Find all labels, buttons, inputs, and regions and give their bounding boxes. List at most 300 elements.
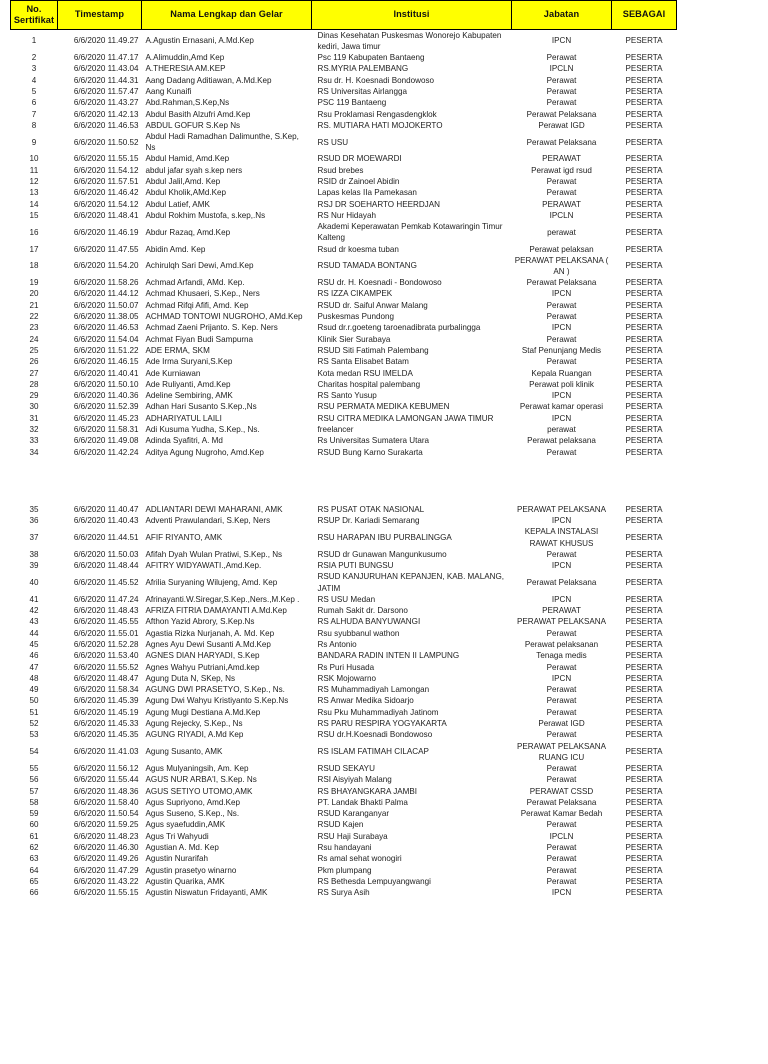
cell-time: 6/6/2020 11.38.05 bbox=[73, 312, 139, 322]
cell-seb: PESERTA bbox=[625, 120, 663, 130]
table-row bbox=[11, 729, 677, 740]
cell-nama: Abdul Basith Alzufri Amd.Kep bbox=[145, 109, 251, 119]
cell-nama: Achmad Zaeni Prijanto. S. Kep. Ners bbox=[145, 323, 278, 333]
cell-inst: RSUD dr Gunawan Mangunkusumo bbox=[317, 549, 447, 559]
cell-seb: PESERTA bbox=[625, 177, 663, 187]
cell-seb: PESERTA bbox=[625, 662, 663, 672]
cell-no: 2 bbox=[31, 53, 37, 63]
table-row bbox=[11, 876, 677, 887]
cell-time: 6/6/2020 11.50.07 bbox=[73, 300, 139, 310]
cell-jab: Perawat pelaksan bbox=[529, 244, 594, 254]
cell-seb: PESERTA bbox=[625, 730, 663, 740]
cell-time: 6/6/2020 11.49.08 bbox=[73, 436, 139, 446]
table-row bbox=[11, 345, 677, 356]
cell-jab: Perawat Pelaksana bbox=[526, 137, 597, 147]
cell-no: 23 bbox=[29, 323, 39, 333]
cell-inst: RS BHAYANGKARA JAMBI bbox=[317, 786, 418, 796]
cell-jab: Perawat bbox=[546, 53, 577, 63]
cell-seb: PESERTA bbox=[625, 719, 663, 729]
cell-jab: Perawat bbox=[546, 696, 577, 706]
cell-jab: Tenaga medis bbox=[536, 651, 587, 661]
cell-no: 44 bbox=[29, 628, 39, 638]
cell-nama: Adhan Hari Susanto S.Kep.,Ns bbox=[145, 402, 257, 412]
cell-no: 1 bbox=[31, 36, 37, 46]
table-row bbox=[11, 322, 677, 333]
cell-inst: RSUD Kajen bbox=[317, 820, 364, 830]
cell-no: 37 bbox=[29, 533, 39, 543]
cell-time: 6/6/2020 11.41.03 bbox=[73, 747, 139, 757]
table-row bbox=[11, 109, 677, 120]
cell-seb: PESERTA bbox=[625, 865, 663, 875]
cell-nama: Agnes Wahyu Putriani,Amd.kep bbox=[145, 662, 260, 672]
cell-nama: AGUS NUR ARBA'I, S.Kep. Ns bbox=[145, 775, 257, 785]
cell-seb: PESERTA bbox=[625, 357, 663, 367]
blank-gap-cell bbox=[11, 458, 677, 504]
cell-time: 6/6/2020 11.46.42 bbox=[73, 188, 139, 198]
cell-inst: Rsu Pku Muhammadiyah Jatinom bbox=[317, 707, 439, 717]
cell-no: 59 bbox=[29, 809, 39, 819]
cell-no: 33 bbox=[29, 436, 39, 446]
cell-time: 6/6/2020 11.43.04 bbox=[73, 64, 139, 74]
table-row bbox=[11, 311, 677, 322]
cell-jab: Perawat poli klinik bbox=[529, 379, 594, 389]
table-row bbox=[11, 808, 677, 819]
cell-inst: Rs Antonio bbox=[317, 639, 357, 649]
table-row bbox=[11, 368, 677, 379]
cell-time: 6/6/2020 11.49.26 bbox=[73, 854, 139, 864]
cell-jab: PERAWAT PELAKSANA bbox=[516, 504, 607, 514]
cell-nama: Agung Susanto, AMK bbox=[145, 747, 223, 757]
cell-jab: PERAWAT bbox=[542, 199, 581, 209]
cell-nama: AGUS SETIYO UTOMO,AMK bbox=[145, 786, 253, 796]
column-header-no-line1: No. bbox=[26, 4, 42, 14]
cell-nama: Agustin Quarika, AMK bbox=[145, 876, 225, 886]
cell-no: 3 bbox=[31, 64, 37, 74]
cell-jab: Perawat IGD bbox=[538, 120, 585, 130]
cell-no: 49 bbox=[29, 685, 39, 695]
cell-no: 53 bbox=[29, 730, 39, 740]
table-row bbox=[11, 75, 677, 86]
cell-no: 5 bbox=[31, 86, 37, 96]
cell-time: 6/6/2020 11.54.12 bbox=[73, 199, 139, 209]
cell-time: 6/6/2020 11.44.31 bbox=[73, 75, 139, 85]
cell-seb: PESERTA bbox=[625, 425, 663, 435]
cell-inst: RSU PERMATA MEDIKA KEBUMEN bbox=[317, 402, 450, 412]
cell-jab: IPCLN bbox=[549, 64, 574, 74]
cell-time: 6/6/2020 11.50.52 bbox=[73, 137, 139, 147]
table-row bbox=[11, 661, 677, 672]
cell-no: 62 bbox=[29, 843, 39, 852]
cell-no: 48 bbox=[29, 673, 39, 683]
table-row bbox=[11, 515, 677, 526]
table-row bbox=[11, 594, 677, 605]
cell-seb: PESERTA bbox=[625, 628, 663, 638]
cell-inst: RS ISLAM FATIMAH CILACAP bbox=[317, 747, 429, 757]
cell-no: 52 bbox=[29, 719, 39, 729]
cell-no: 9 bbox=[31, 137, 37, 147]
table-row bbox=[11, 199, 677, 210]
cell-seb: PESERTA bbox=[625, 888, 663, 898]
cell-jab: IPCLN bbox=[549, 831, 574, 841]
cell-inst: Kota medan RSU IMELDA bbox=[317, 368, 413, 378]
cell-time: 6/6/2020 11.40.41 bbox=[73, 368, 139, 378]
cell-no: 30 bbox=[29, 402, 39, 412]
cell-nama: Abdul Kholik,AMd.Kep bbox=[145, 188, 227, 198]
cell-seb: PESERTA bbox=[625, 278, 663, 288]
cell-no: 36 bbox=[29, 516, 39, 526]
table-row bbox=[11, 356, 677, 367]
cell-inst: RSK Mojowarno bbox=[317, 673, 376, 683]
cell-time: 6/6/2020 11.45.23 bbox=[73, 413, 139, 423]
cell-seb: PESERTA bbox=[625, 696, 663, 706]
cell-seb: PESERTA bbox=[625, 289, 663, 299]
cell-nama: AFIF RIYANTO, AMK bbox=[145, 533, 223, 543]
table-header-row bbox=[11, 1, 677, 30]
table-row bbox=[11, 29, 677, 52]
cell-inst: Rsu syubbanul wathon bbox=[317, 628, 400, 638]
cell-jab: Perawat bbox=[546, 86, 577, 96]
cell-seb: PESERTA bbox=[625, 413, 663, 423]
table-row bbox=[11, 187, 677, 198]
cell-nama: A.Alimuddin,Amd Kep bbox=[145, 53, 225, 63]
table-row bbox=[11, 707, 677, 718]
cell-time: 6/6/2020 11.45.33 bbox=[73, 719, 139, 729]
cell-no: 25 bbox=[29, 345, 39, 355]
cell-time: 6/6/2020 11.48.47 bbox=[73, 673, 139, 683]
cell-no: 19 bbox=[29, 278, 39, 288]
cell-no: 50 bbox=[29, 696, 39, 706]
table-row bbox=[11, 165, 677, 176]
cell-nama: A.THERESIA AM.KEP bbox=[145, 64, 226, 74]
cell-time: 6/6/2020 11.47.55 bbox=[73, 244, 139, 254]
cell-inst: RS Surya Asih bbox=[317, 888, 370, 898]
cell-inst: RSU dr.H.Koesnadi Bondowoso bbox=[317, 730, 433, 740]
cell-jab: IPCN bbox=[551, 323, 572, 333]
cell-nama: Achirulqh Sari Dewi, Amd.Kep bbox=[145, 261, 254, 271]
cell-time: 6/6/2020 11.54.04 bbox=[73, 334, 139, 344]
table-row bbox=[11, 842, 677, 853]
cell-jab: Perawat bbox=[546, 188, 577, 198]
cell-time: 6/6/2020 11.48.43 bbox=[73, 606, 139, 616]
cell-jab: Staf Penunjang Medis bbox=[521, 345, 602, 355]
cell-nama: Ade Ruliyanti, Amd.Kep bbox=[145, 379, 231, 389]
cell-nama: Aditya Agung Nugroho, Amd.Kep bbox=[145, 447, 264, 457]
cell-jab: IPCN bbox=[551, 413, 572, 423]
cell-seb: PESERTA bbox=[625, 261, 663, 271]
cell-time: 6/6/2020 11.44.51 bbox=[73, 533, 139, 543]
cell-no: 29 bbox=[29, 391, 39, 401]
table-row bbox=[11, 718, 677, 729]
cell-jab: Perawat bbox=[546, 357, 577, 367]
cell-seb: PESERTA bbox=[625, 549, 663, 559]
cell-time: 6/6/2020 11.45.35 bbox=[73, 730, 139, 740]
cell-no: 17 bbox=[29, 244, 39, 254]
cell-nama: Adeline Sembiring, AMK bbox=[145, 391, 233, 401]
table-row bbox=[11, 447, 677, 458]
cell-time: 6/6/2020 11.58.40 bbox=[73, 797, 139, 807]
cell-time: 6/6/2020 11.45.39 bbox=[73, 696, 139, 706]
cell-nama: AGUNG RIYADI, A.Md Kep bbox=[145, 730, 244, 740]
table-row bbox=[11, 334, 677, 345]
cell-seb: PESERTA bbox=[625, 86, 663, 96]
cell-seb: PESERTA bbox=[625, 165, 663, 175]
table-row bbox=[11, 277, 677, 288]
cell-time: 6/6/2020 11.54.20 bbox=[73, 261, 139, 271]
cell-nama: Agung Duta N, SKep, Ns bbox=[145, 673, 236, 683]
cell-jab: Perawat bbox=[546, 775, 577, 785]
cell-seb: PESERTA bbox=[625, 606, 663, 616]
cell-no: 45 bbox=[29, 639, 39, 649]
cell-jab: IPCN bbox=[551, 391, 572, 401]
cell-jab: perawat bbox=[547, 227, 576, 237]
cell-nama: Agung Mugi Destiana A.Md.Kep bbox=[145, 707, 261, 717]
table-row bbox=[11, 650, 677, 661]
table-row bbox=[11, 86, 677, 97]
cell-nama: Agastia Rizka Nurjanah, A. Md. Kep bbox=[145, 628, 275, 638]
cell-seb: PESERTA bbox=[625, 391, 663, 401]
cell-inst: RS ALHUDA BANYUWANGI bbox=[317, 617, 421, 627]
cell-inst: RS USU Medan bbox=[317, 594, 376, 604]
cell-time: 6/6/2020 11.48.41 bbox=[73, 210, 139, 220]
cell-inst: RS Anwar Medika Sidoarjo bbox=[317, 696, 414, 706]
cell-seb: PESERTA bbox=[625, 188, 663, 198]
cell-nama: Agus Mulyaningsih, Am. Kep bbox=[145, 763, 249, 773]
cell-nama: Afthon Yazid Abrory, S.Kep.Ns bbox=[145, 617, 255, 627]
cell-jab: Perawat bbox=[546, 628, 577, 638]
cell-seb: PESERTA bbox=[625, 244, 663, 254]
cell-nama: Achmat Fiyan Budi Sampurna bbox=[145, 334, 254, 344]
cell-nama: Achmad Arfandi, AMd. Kep. bbox=[145, 278, 245, 288]
cell-no: 24 bbox=[29, 334, 39, 344]
cell-time: 6/6/2020 11.45.19 bbox=[73, 707, 139, 717]
cell-jab: IPCN bbox=[551, 888, 572, 898]
table-row bbox=[11, 785, 677, 796]
cell-inst: Rsu handayani bbox=[317, 843, 372, 852]
cell-no: 7 bbox=[31, 109, 37, 119]
cell-nama: Agus Suseno, S.Kep., Ns. bbox=[145, 809, 240, 819]
cell-no: 65 bbox=[29, 876, 39, 886]
cell-nama: ACHMAD TONTOWI NUGROHO, AMd.Kep bbox=[145, 312, 303, 322]
cell-nama: Adinda Syafitri, A. Md bbox=[145, 436, 223, 446]
table-row bbox=[11, 831, 677, 842]
cell-inst: RSUD dr. Saiful Anwar Malang bbox=[317, 300, 428, 310]
cell-seb: PESERTA bbox=[625, 820, 663, 830]
cell-time: 6/6/2020 11.50.54 bbox=[73, 809, 139, 819]
cell-jab: Perawat bbox=[546, 549, 577, 559]
cell-time: 6/6/2020 11.45.52 bbox=[73, 577, 139, 587]
cell-nama: Abdul Hadi Ramadhan Dalimunthe, S.Kep, Ns bbox=[145, 132, 299, 153]
cell-jab: Perawat bbox=[546, 98, 577, 108]
cell-seb: PESERTA bbox=[625, 747, 663, 757]
cell-time: 6/6/2020 11.43.22 bbox=[73, 876, 139, 886]
cell-no: 35 bbox=[29, 504, 39, 514]
cell-jab: IPCN bbox=[551, 673, 572, 683]
table-row bbox=[11, 526, 677, 548]
cell-time: 6/6/2020 11.50.03 bbox=[73, 549, 139, 559]
cell-jab: PERAWAT PELAKSANA RUANG ICU bbox=[516, 741, 607, 762]
cell-inst: RS.MYRIA PALEMBANG bbox=[317, 64, 409, 74]
cell-time: 6/6/2020 11.55.15 bbox=[73, 154, 139, 164]
column-header-no-line2: Sertifikat bbox=[13, 14, 55, 25]
table-body bbox=[11, 29, 677, 898]
cell-jab: Perawat Pelaksana bbox=[526, 278, 597, 288]
certificate-table bbox=[10, 0, 677, 898]
cell-nama: Afrilia Suryaning Wilujeng, Amd. Kep bbox=[145, 577, 278, 587]
cell-nama: abdul jafar syah s.kep ners bbox=[145, 165, 243, 175]
cell-seb: PESERTA bbox=[625, 137, 663, 147]
column-header-sebagai: SEBAGAI bbox=[612, 1, 677, 30]
cell-seb: PESERTA bbox=[625, 707, 663, 717]
cell-seb: PESERTA bbox=[625, 447, 663, 457]
cell-no: 60 bbox=[29, 820, 39, 830]
cell-no: 21 bbox=[29, 300, 39, 310]
cell-inst: RS Nur Hidayah bbox=[317, 210, 376, 220]
cell-no: 4 bbox=[31, 75, 37, 85]
cell-jab: Kepala Ruangan bbox=[531, 368, 592, 378]
cell-nama: A.Agustin Ernasani, A.Md.Kep bbox=[145, 36, 254, 46]
table-row bbox=[11, 300, 677, 311]
cell-nama: AFITRY WIDYAWATI.,Amd.Kep. bbox=[145, 561, 262, 571]
cell-nama: Abdur Razaq, Amd.Kep bbox=[145, 227, 231, 237]
table-row bbox=[11, 571, 677, 593]
cell-jab: PERAWAT PELAKSANA ( AN ) bbox=[514, 255, 609, 276]
cell-nama: Achmad Khusaeri, S.Kep., Ners bbox=[145, 289, 260, 299]
cell-time: 6/6/2020 11.58.26 bbox=[73, 278, 139, 288]
cell-seb: PESERTA bbox=[625, 368, 663, 378]
cell-no: 22 bbox=[29, 312, 39, 322]
cell-no: 15 bbox=[29, 210, 39, 220]
cell-nama: Afifah Dyah Wulan Pratiwi, S.Kep., Ns bbox=[145, 549, 283, 559]
cell-no: 57 bbox=[29, 786, 39, 796]
table-row bbox=[11, 605, 677, 616]
table-row bbox=[11, 887, 677, 898]
cell-seb: PESERTA bbox=[625, 323, 663, 333]
table-row bbox=[11, 97, 677, 108]
cell-seb: PESERTA bbox=[625, 673, 663, 683]
cell-nama: Agus Tri Wahyudi bbox=[145, 831, 209, 841]
cell-no: 54 bbox=[29, 747, 39, 757]
cell-nama: AFRIZA FITRIA DAMAYANTI A.Md.Kep bbox=[145, 606, 287, 616]
table-row bbox=[11, 616, 677, 627]
cell-inst: Akademi Keperawatan Pemkab Kotawaringin Timur Kalteng bbox=[317, 222, 503, 243]
cell-seb: PESERTA bbox=[625, 312, 663, 322]
cell-seb: PESERTA bbox=[625, 199, 663, 209]
cell-seb: PESERTA bbox=[625, 227, 663, 237]
cell-no: 31 bbox=[29, 413, 39, 423]
cell-time: 6/6/2020 11.53.40 bbox=[73, 651, 139, 661]
cell-nama: Agung Dwi Wahyu Kristiyanto S.Kep.Ns bbox=[145, 696, 289, 706]
cell-seb: PESERTA bbox=[625, 651, 663, 661]
cell-nama: Aang Dadang Aditiawan, A.Md.Kep bbox=[145, 75, 272, 85]
cell-jab: Perawat bbox=[546, 300, 577, 310]
cell-nama: Afrinayanti.W.Siregar,S.Kep.,Ners.,M.Kep . bbox=[145, 594, 300, 604]
cell-seb: PESERTA bbox=[625, 831, 663, 841]
table-row bbox=[11, 210, 677, 221]
cell-jab: perawat bbox=[547, 425, 576, 435]
cell-nama: Ade Kurniawan bbox=[145, 368, 201, 378]
cell-inst: RS Santa Elisabet Batam bbox=[317, 357, 409, 367]
cell-no: 28 bbox=[29, 379, 39, 389]
cell-inst: RSUD Karanganyar bbox=[317, 809, 390, 819]
cell-nama: Agung Rejecky, S.Kep., Ns bbox=[145, 719, 243, 729]
cell-time: 6/6/2020 11.58.31 bbox=[73, 425, 139, 435]
cell-inst: RSIA PUTI BUNGSU bbox=[317, 561, 394, 571]
cell-jab: Perawat pelaksanan bbox=[524, 639, 599, 649]
table-row bbox=[11, 774, 677, 785]
table-row bbox=[11, 255, 677, 277]
cell-seb: PESERTA bbox=[625, 504, 663, 514]
cell-no: 18 bbox=[29, 261, 39, 271]
cell-nama: Agnes Ayu Dewi Susanti A.Md.Kep bbox=[145, 639, 271, 649]
table-row bbox=[11, 853, 677, 864]
cell-time: 6/6/2020 11.55.52 bbox=[73, 662, 139, 672]
cell-time: 6/6/2020 11.54.12 bbox=[73, 165, 139, 175]
cell-inst: Puskesmas Pundong bbox=[317, 312, 394, 322]
cell-seb: PESERTA bbox=[625, 533, 663, 543]
cell-jab: IPCN bbox=[551, 594, 572, 604]
cell-time: 6/6/2020 11.47.24 bbox=[73, 594, 139, 604]
cell-inst: RS Muhammadiyah Lamongan bbox=[317, 685, 430, 695]
cell-no: 41 bbox=[29, 594, 39, 604]
cell-inst: PSC 119 Bantaeng bbox=[317, 98, 387, 108]
cell-nama: Agustin prasetyo winarno bbox=[145, 865, 237, 875]
cell-nama: Abdul Hamid, Amd.Kep bbox=[145, 154, 230, 164]
cell-no: 13 bbox=[29, 188, 39, 198]
cell-jab: Perawat bbox=[546, 820, 577, 830]
column-header-jabatan: Jabatan bbox=[512, 1, 612, 30]
cell-jab: Perawat pelaksana bbox=[527, 436, 596, 446]
cell-inst: RSU HARAPAN IBU PURBALINGGA bbox=[317, 533, 452, 543]
cell-no: 8 bbox=[31, 120, 37, 130]
cell-time: 6/6/2020 11.48.36 bbox=[73, 786, 139, 796]
cell-time: 6/6/2020 11.57.51 bbox=[73, 177, 139, 187]
table-row bbox=[11, 695, 677, 706]
cell-jab: Perawat Pelaksana bbox=[526, 109, 597, 119]
table-row bbox=[11, 684, 677, 695]
cell-time: 6/6/2020 11.56.12 bbox=[73, 763, 139, 773]
table-row bbox=[11, 379, 677, 390]
cell-nama: Agus syaefuddin,AMK bbox=[145, 820, 226, 830]
table-row bbox=[11, 413, 677, 424]
cell-nama: ADE ERMA, SKM bbox=[145, 345, 210, 355]
cell-inst: RSUD KANJURUHAN KEPANJEN, KAB. MALANG, JATIM bbox=[317, 572, 504, 593]
table-row bbox=[11, 63, 677, 74]
cell-nama: AGNES DIAN HARYADI, S.Kep bbox=[145, 651, 260, 661]
column-header-timestamp: Timestamp bbox=[58, 1, 142, 30]
cell-time: 6/6/2020 11.55.44 bbox=[73, 775, 139, 785]
cell-inst: Pkm plumpang bbox=[317, 865, 372, 875]
cell-no: 63 bbox=[29, 854, 39, 864]
cell-jab: Perawat bbox=[546, 447, 577, 457]
cell-seb: PESERTA bbox=[625, 639, 663, 649]
cell-seb: PESERTA bbox=[625, 300, 663, 310]
cell-jab: Perawat kamar operasi bbox=[519, 402, 604, 412]
cell-seb: PESERTA bbox=[625, 75, 663, 85]
cell-jab: Perawat Pelaksana bbox=[526, 577, 597, 587]
table-row bbox=[11, 52, 677, 63]
table-blank-gap bbox=[11, 458, 677, 504]
cell-no: 16 bbox=[29, 227, 39, 237]
cell-seb: PESERTA bbox=[625, 64, 663, 74]
cell-no: 43 bbox=[29, 617, 39, 627]
cell-seb: PESERTA bbox=[625, 775, 663, 785]
cell-seb: PESERTA bbox=[625, 809, 663, 819]
cell-inst: RSI Aisyiyah Malang bbox=[317, 775, 392, 785]
cell-time: 6/6/2020 11.46.53 bbox=[73, 323, 139, 333]
cell-inst: Rsud dr koesma tuban bbox=[317, 244, 399, 254]
table-row bbox=[11, 504, 677, 515]
table-header bbox=[11, 1, 677, 30]
